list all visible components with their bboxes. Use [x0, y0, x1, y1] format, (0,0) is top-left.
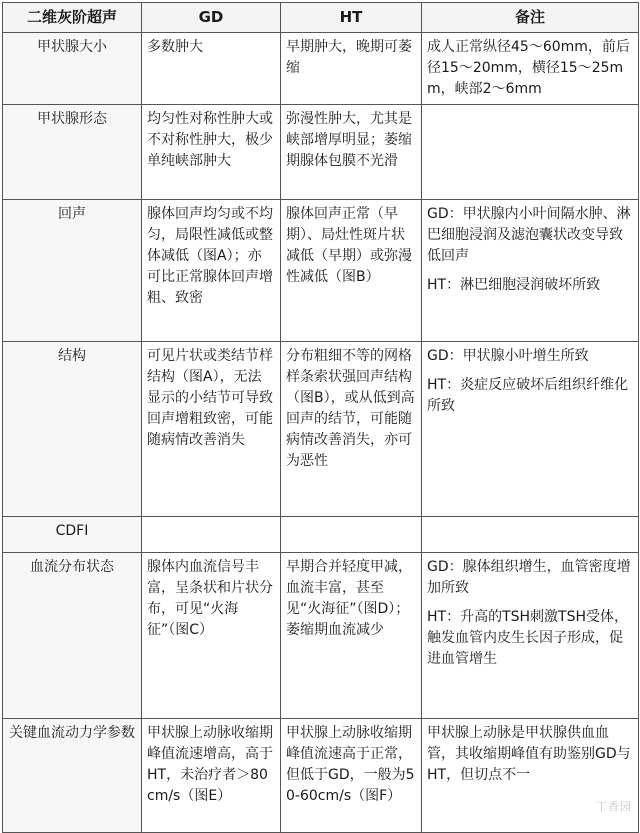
cell-gd-flow: 腺体内血流信号丰富，呈条状和片状分布，可见“火海征”（图C）: [142, 553, 281, 719]
cell-ht-echo: 腺体回声正常（早期）、局灶性斑片状减低（早期）或弥漫性减低（图B）: [281, 200, 422, 342]
cell-gd-hemodynamics: 甲状腺上动脉收缩期峰值流速增高，高于HT，未治疗者＞80cm/s（图E）: [142, 719, 281, 833]
cell-gd-size: 多数肿大: [142, 33, 281, 105]
note-echo-gd: GD：甲状腺内小叶间隔水肿、淋巴细胞浸润及滤泡囊状改变导致低回声: [427, 204, 633, 267]
row-label-shape: 甲状腺形态: [3, 105, 142, 200]
row-label-structure: 结构: [3, 342, 142, 517]
header-ht: HT: [281, 3, 422, 33]
cell-ht-hemodynamics: 甲状腺上动脉收缩期峰值流速高于正常，但低于GD，一般为50-60cm/s（图F）: [281, 719, 422, 833]
cell-note-shape: [422, 105, 639, 200]
header-ultrasound: 二维灰阶超声: [3, 3, 142, 33]
cell-gd-shape: 均匀性对称性肿大或不对称性肿大，极少单纯峡部肿大: [142, 105, 281, 200]
header-notes: 备注: [422, 3, 639, 33]
cell-gd-echo: 腺体回声均匀或不均匀，局限性减低或整体减低（图A）；亦可比正常腺体回声增粗、致密: [142, 200, 281, 342]
table-row: [3, 517, 639, 553]
cell-note-cdfi: [422, 517, 639, 553]
cell-note-structure: [422, 342, 639, 517]
row-label-flow: 血流分布状态: [3, 553, 142, 719]
cell-note-size: 成人正常纵径45～60mm，前后径15～20mm，横径15～25mm，峡部2～6mm: [422, 33, 639, 105]
table-row: [3, 553, 639, 719]
note-echo-ht: HT：淋巴细胞浸润破坏所致: [427, 275, 633, 296]
cell-gd-structure: 可见片状或类结节样结构（图A），无法显示的小结节可导致回声增粗致密，可能随病情改善消失: [142, 342, 281, 517]
header-row: [3, 3, 639, 33]
cell-note-echo: [422, 200, 639, 342]
row-label-hemodynamics: 关键血流动力学参数: [3, 719, 142, 833]
row-label-size: 甲状腺大小: [3, 33, 142, 105]
cell-gd-cdfi: [142, 517, 281, 553]
comparison-table: [2, 2, 639, 833]
row-label-cdfi: CDFI: [3, 517, 142, 553]
cell-note-hemodynamics: 甲状腺上动脉是甲状腺供血血管，其收缩期峰值有助鉴别GD与HT，但切点不一: [422, 719, 639, 833]
cell-ht-cdfi: [281, 517, 422, 553]
cell-ht-flow: 早期合并轻度甲减，血流丰富，甚至见“火海征”（图D）；萎缩期血流减少: [281, 553, 422, 719]
header-gd: GD: [142, 3, 281, 33]
cell-ht-shape: 弥漫性肿大，尤其是峡部增厚明显；萎缩期腺体包膜不光滑: [281, 105, 422, 200]
table-row: [3, 33, 639, 105]
note-structure-gd: GD：甲状腺小叶增生所致: [427, 346, 633, 367]
cell-ht-structure: 分布粗细不等的网格样条索状强回声结构（图B），或从低到高回声的结节，可能随病情改善消失，亦可为恶性: [281, 342, 422, 517]
note-flow-gd: GD：腺体组织增生，血管密度增加所致: [427, 557, 633, 599]
table-row: [3, 200, 639, 342]
watermark-logo: 丁香园: [596, 798, 632, 814]
table-row: [3, 105, 639, 200]
row-label-echo: 回声: [3, 200, 142, 342]
note-flow-ht: HT：升高的TSH刺激TSH受体，触发血管内皮生长因子形成，促进血管增生: [427, 607, 633, 670]
note-structure-ht: HT：炎症反应破坏后组织纤维化所致: [427, 375, 633, 417]
table-row: [3, 719, 639, 833]
cell-note-flow: [422, 553, 639, 719]
table-row: [3, 342, 639, 517]
cell-ht-size: 早期肿大，晚期可萎缩: [281, 33, 422, 105]
